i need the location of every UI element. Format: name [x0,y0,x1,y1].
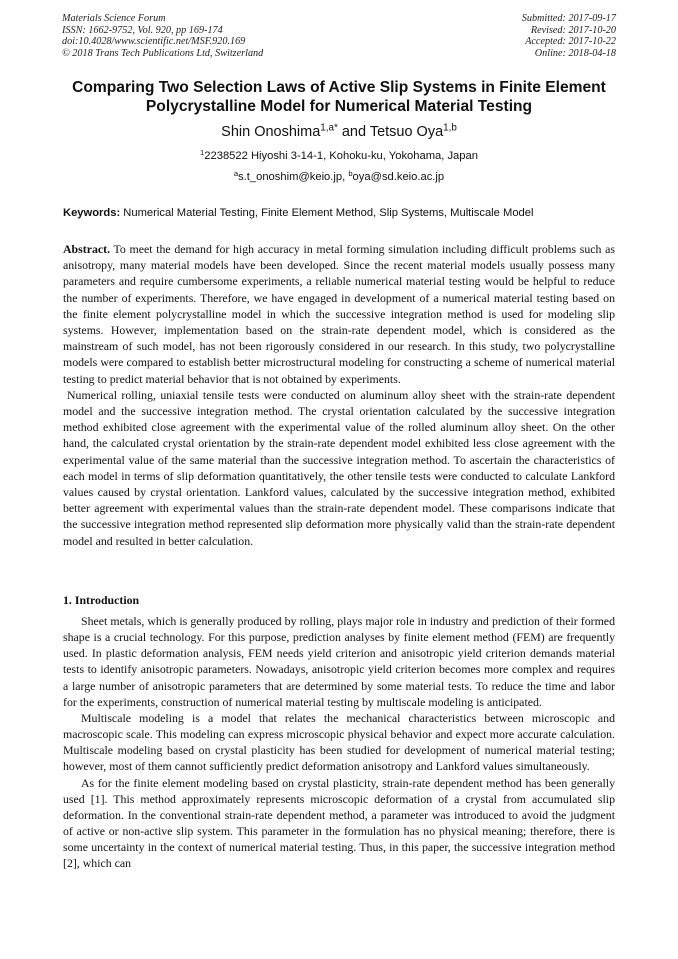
introduction-body [63,613,615,872]
abstract-paragraph-2: Numerical rolling, uniaxial tensile tests were conducted on aluminum alloy sheet with the strain-rate dependent model and the successive integration method. The crystal orientation calculated by the successive integration method exhibited close agreement with the experimental value of the rolled aluminum alloy sheet. On the other hand, the calculated crystal orientation by the strain-rate dependent model exhibited less close agreement with the experimental value of the same material than the successive integration method. To ascertain the characteristics of each model in terms of slip deformation quantitatively, the other tensile tests were conducted to calculate Lankford values caused by crystal orientation. Lankford values, calculated by the successive integration method, exhibited better agreement with experimental values than the strain-rate dependent model. These comparisons indicate that the successive integration method represented slip deformation more physically valid than the strain-rate dependent model and resulted in better calculation. [63,387,615,548]
online-date: Online: 2018-04-18 [534,47,616,59]
intro-paragraph-2: Multiscale modeling is a model that relates the mechanical characteristics between microscopic and macroscopic scale. This modeling can express microscopic physical behavior and expect more accurate calculation. Multiscale modeling based on crystal plasticity has been studied for development of numerical material testing; however, most of them cannot sufficiently predict deformation anisotropy and Lankford values simultaneously. [63,710,615,774]
email-a-marker: a [233,168,239,178]
revised-date: Revised: 2017-10-20 [530,24,616,36]
abstract-paragraph-1 [63,241,615,387]
email-b: oya@sd.keio.ac.jp [352,171,445,183]
abstract-label: Abstract. [63,242,111,256]
author-1: Shin Onoshima [221,124,321,140]
author-2: Tetsuo Oya [369,124,444,140]
copyright-line: © 2018 Trans Tech Publications Ltd, Switzerland [62,47,264,59]
abstract-text-1: To meet the demand for high accuracy in metal forming simulation including difficult problems such as anisotropy, many material models have been developed. Since the recent material models usually possess many parameters and require cumbersome experiments, a reliable numerical material testing would be helpful to reduce the number of experiments. Therefore, we have engaged in development of a numerical material testing based on the finite element polycrystalline model in which the successive integration method is used for modeling slip systems. However, implementation based on the strain-rate dependent model, which is considered as the mainstream of such model, has not been rigorously considered in our research. In this study, two polycrystalline models were compared to establish better microstructural modeling for constructing a scheme of numerical material testing to predict material behavior that is not obtained by experiments. [63,242,615,386]
keywords-label: Keywords: [63,207,121,219]
issn-line: ISSN: 1662-9752, Vol. 920, pp 169-174 [62,24,223,36]
keywords-text: Numerical Material Testing, Finite Element Method, Slip Systems, Multiscale Model [120,207,534,219]
title-line-2: Polycrystalline Model for Numerical Material Testing [145,98,533,115]
authors [40,123,638,141]
abstract [63,241,615,549]
affiliation-text: 2238522 Hiyoshi 3-14-1, Kohoku-ku, Yokohama, Japan [204,150,478,162]
email-b-marker: b [348,168,353,178]
doi-line: doi:10.4028/www.scientific.net/MSF.920.169 [62,36,246,48]
affiliation-marker: 1 [200,147,205,157]
submitted-date: Submitted: 2017-09-17 [521,13,616,24]
title-line-1: Comparing Two Selection Laws of Active Slip Systems in Finite Element [72,79,606,96]
accepted-date: Accepted: 2017-10-22 [525,36,616,48]
email-a: s.t_onoshim@keio.jp, [238,171,349,183]
author-2-marker: 1,b [443,122,457,134]
journal-info [62,13,263,59]
author-conjunction: and [337,124,370,140]
affiliation [40,149,638,163]
keywords [63,206,615,220]
author-emails [40,170,638,184]
journal-name: Materials Science Forum [62,13,166,24]
author-1-marker: 1,a* [320,122,338,134]
intro-paragraph-1: Sheet metals, which is generally produced by rolling, plays major role in industry and prediction of their formed shape is a crucial technology. For this purpose, prediction analyses by finite element method (FEM) are frequently used. In plastic deformation analysis, FEM needs yield criterion and anisotropic yield criterion demands material tests to identify anisotropic parameters. Nowadays, anisotropic yield criterion becomes more complex and requires a large number of anisotropic parameters that are determined by some material tests. To reduce the time and labor for the experiments, construction of numerical material testing by multiscale modeling is anticipated. [63,614,615,709]
intro-paragraph-3: As for the finite element modeling based on crystal plasticity, strain-rate dependent method has been generally used [1]. This method approximately represents microscopic deformation of a crystal from accumulated slip deformation. In the conventional strain-rate dependent method, a parameter was introduced to avoid the judgment of active or non-active slip system. This parameter in the formulation has no physical meaning; therefore, there is some uncertainty in the context of numerical material testing. Thus, in this paper, the successive integration method [2], which can [63,775,615,871]
paper-title [40,78,638,116]
publication-dates [522,13,616,59]
section-heading-introduction: 1. Introduction [63,593,140,607]
